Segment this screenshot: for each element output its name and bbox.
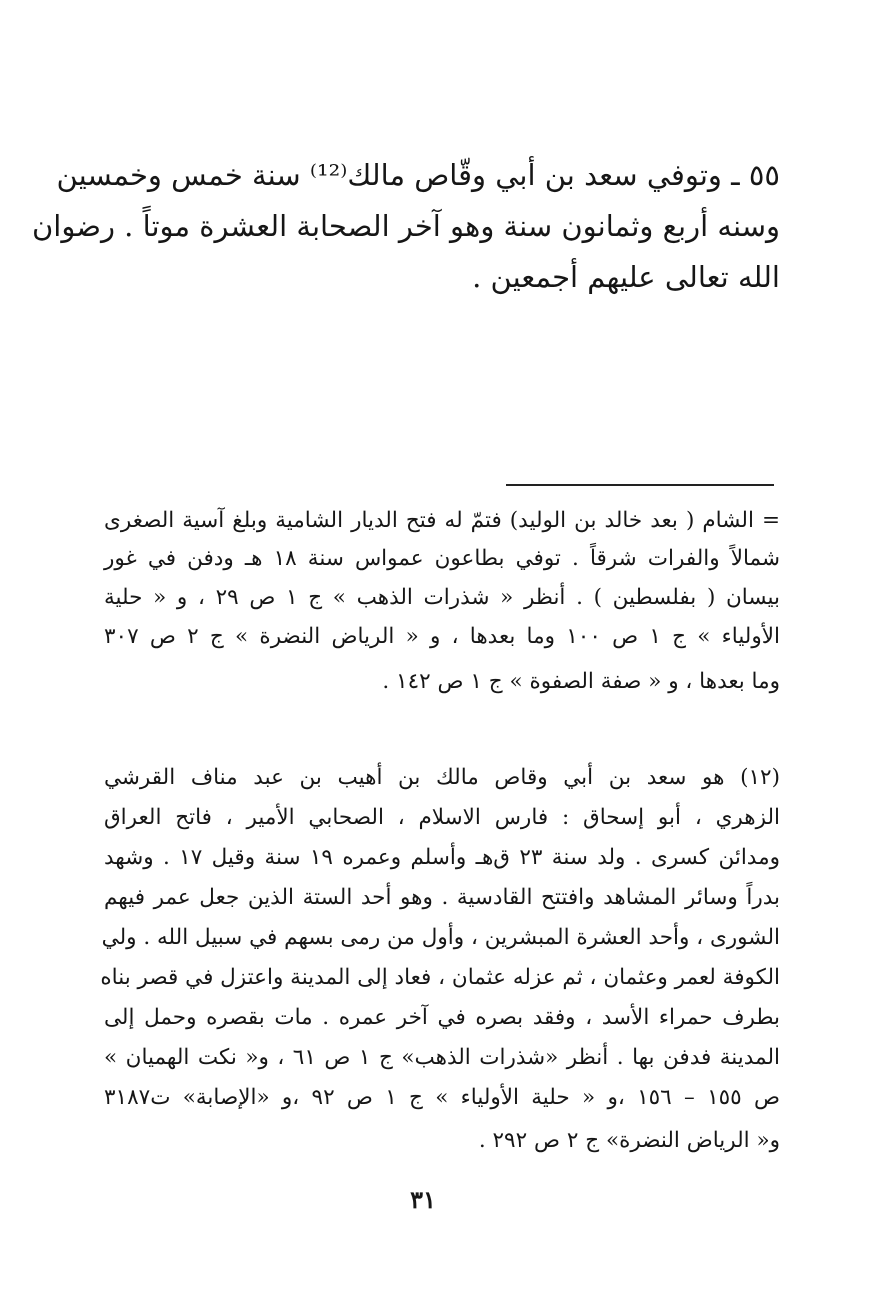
- footnote-line: ومدائن كسرى . ولد سنة ٢٣ ق‌هـ وأسلم وعمره ١٩ سنة وقيل ١٧ . وشهد: [104, 845, 780, 870]
- footnote-line: الشورى ، وأحد العشرة المبشرين ، وأول من رمى بسهم في سبيل الله . ولي: [101, 925, 780, 950]
- main-text-line: الله تعالى عليهم أجمعين .: [472, 260, 780, 294]
- footnote-line: وما بعدها ، و « صفة الصفوة » ج ١ ص ١٤٢ .: [382, 669, 780, 694]
- footnote-line: المدينة فدفن بها . أنظر «شذرات الذهب» ج ١ ص ٦١ ، و« نكت الهميان »: [104, 1045, 780, 1070]
- footnote-line: و« الرياض النضرة» ج ٢ ص ٢٩٢ .: [478, 1128, 780, 1153]
- footnote-line: بدراً وسائر المشاهد وافتتح القادسية . وهو أحد الستة الذين جعل عمر فيهم: [104, 885, 780, 910]
- footnote-separator-rule: [506, 484, 774, 486]
- footnote-line: الأولياء » ج ١ ص ١٠٠ وما بعدها ، و « الرياض النضرة » ج ٢ ص ٣٠٧: [104, 624, 780, 649]
- footnote-line: شمالاً والفرات شرقاً . توفي بطاعون عمواس سنة ١٨ هـ ودفن في غور: [104, 546, 780, 571]
- footnote-line: الزهري ، أبو إسحاق : فارس الاسلام ، الصحابي الأمير ، فاتح العراق: [104, 805, 780, 830]
- footnote-line: = الشام ( بعد خالد بن الوليد) فتمّ له فتح الديار الشامية وبلغ آسية الصغرى: [104, 508, 780, 533]
- footnote-line: بيسان ( بفلسطين ) . أنظر « شذرات الذهب » ج ١ ص ٢٩ ، و « حلية: [104, 585, 780, 610]
- page-number: ٣١: [410, 1185, 436, 1214]
- main-text-line: وسنه أربع وثمانون سنة وهو آخر الصحابة العشرة موتاً . رضوان: [31, 209, 780, 243]
- footnote-line: بطرف حمراء الأسد ، وفقد بصره في آخر عمره . مات بقصره وحمل إلى: [104, 1005, 780, 1030]
- footnote-line: (١٢) هو سعد بن أبي وقاص مالك بن أهيب بن عبد مناف القرشي: [104, 765, 780, 790]
- footnote-line: ص ١٥٥ – ١٥٦ ،و « حلية الأولياء » ج ١ ص ٩٢ ،و «الإصابة» ت٣١٨٧: [104, 1085, 781, 1110]
- footnote-line: الكوفة لعمر وعثمان ، ثم عزله عثمان ، فعاد إلى المدينة واعتزل في قصر بناه: [100, 965, 780, 990]
- main-text-line: ٥٥ ـ وتوفي سعد بن أبي وقّاص مالك⁽¹²⁾ سنة خمس وخمسين: [56, 158, 780, 192]
